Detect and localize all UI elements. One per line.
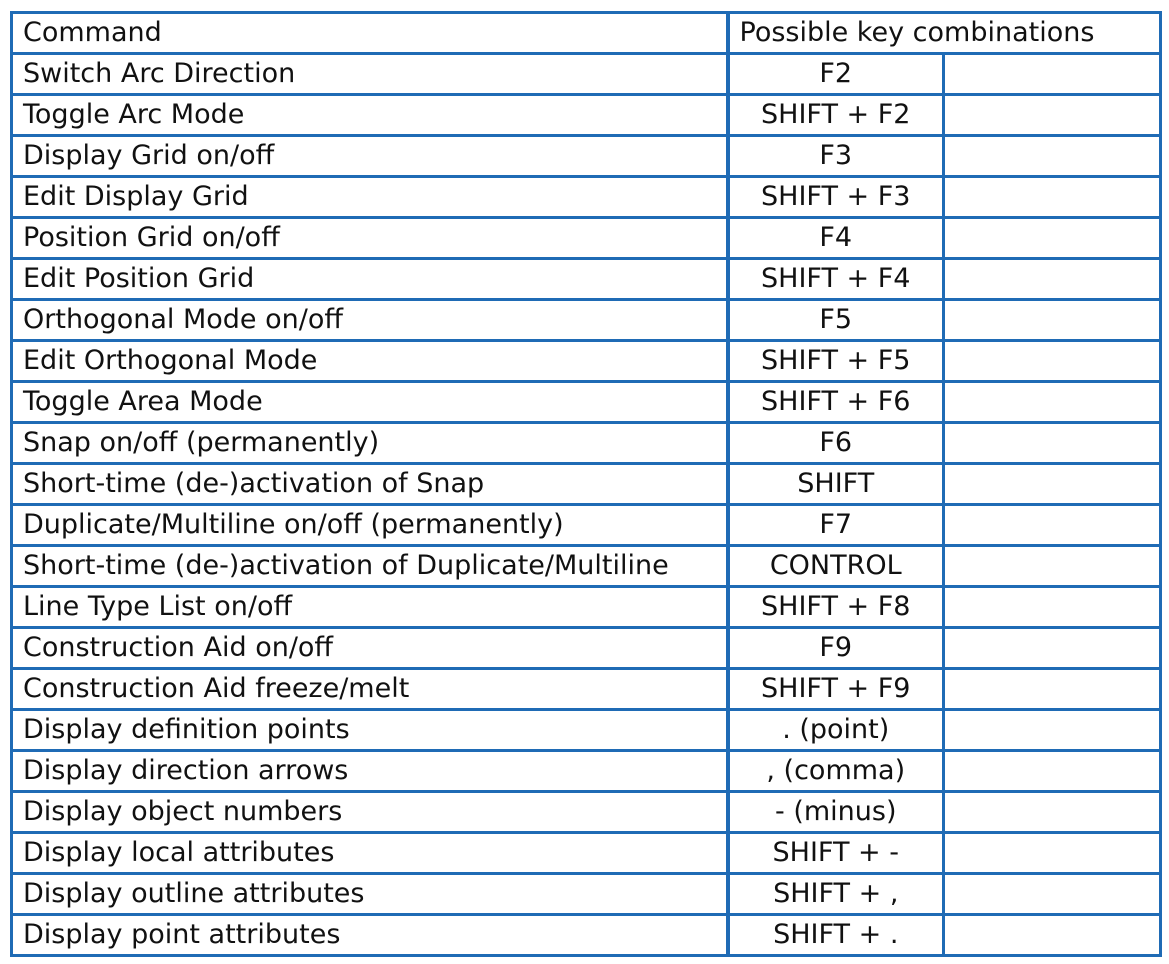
empty-cell — [944, 874, 1161, 915]
key-combination-cell: SHIFT + - — [728, 833, 944, 874]
command-cell: Toggle Arc Mode — [12, 95, 728, 136]
command-cell: Display outline attributes — [12, 874, 728, 915]
shortcut-table-container — [10, 11, 1159, 953]
command-cell: Short-time (de-)activation of Duplicate/Multiline — [12, 546, 728, 587]
key-combination-cell: SHIFT + . — [728, 915, 944, 956]
key-combination-cell: CONTROL — [728, 546, 944, 587]
command-cell: Position Grid on/off — [12, 218, 728, 259]
command-cell: Display object numbers — [12, 792, 728, 833]
empty-cell — [944, 587, 1161, 628]
key-combination-cell: SHIFT + F3 — [728, 177, 944, 218]
table-row — [12, 423, 1161, 464]
table-row — [12, 915, 1161, 956]
key-combination-cell: F3 — [728, 136, 944, 177]
command-cell: Display Grid on/off — [12, 136, 728, 177]
table-row — [12, 341, 1161, 382]
empty-cell — [944, 54, 1161, 95]
key-combination-cell: F4 — [728, 218, 944, 259]
table-row — [12, 136, 1161, 177]
table-header-row — [12, 13, 1161, 54]
table-row — [12, 382, 1161, 423]
key-combination-cell: SHIFT — [728, 464, 944, 505]
table-row — [12, 874, 1161, 915]
key-combination-cell: SHIFT + F8 — [728, 587, 944, 628]
table-row — [12, 300, 1161, 341]
table-row — [12, 259, 1161, 300]
command-cell: Display direction arrows — [12, 751, 728, 792]
empty-cell — [944, 136, 1161, 177]
empty-cell — [944, 95, 1161, 136]
key-combination-cell: SHIFT + F4 — [728, 259, 944, 300]
empty-cell — [944, 177, 1161, 218]
key-combination-cell: SHIFT + F9 — [728, 669, 944, 710]
table-row — [12, 669, 1161, 710]
table-row — [12, 587, 1161, 628]
key-combination-cell: - (minus) — [728, 792, 944, 833]
empty-cell — [944, 259, 1161, 300]
table-row — [12, 710, 1161, 751]
command-cell: Construction Aid on/off — [12, 628, 728, 669]
command-cell: Line Type List on/off — [12, 587, 728, 628]
key-combination-cell: F6 — [728, 423, 944, 464]
empty-cell — [944, 792, 1161, 833]
key-combination-cell: SHIFT + F2 — [728, 95, 944, 136]
table-row — [12, 95, 1161, 136]
empty-cell — [944, 300, 1161, 341]
empty-cell — [944, 546, 1161, 587]
empty-cell — [944, 464, 1161, 505]
table-body — [12, 54, 1161, 956]
command-cell: Snap on/off (permanently) — [12, 423, 728, 464]
key-combination-cell: SHIFT + F5 — [728, 341, 944, 382]
command-cell: Short-time (de-)activation of Snap — [12, 464, 728, 505]
table-row — [12, 751, 1161, 792]
table-row — [12, 792, 1161, 833]
table-row — [12, 505, 1161, 546]
table-row — [12, 546, 1161, 587]
key-combination-cell: . (point) — [728, 710, 944, 751]
empty-cell — [944, 423, 1161, 464]
command-cell: Display local attributes — [12, 833, 728, 874]
command-cell: Switch Arc Direction — [12, 54, 728, 95]
key-combination-cell: F7 — [728, 505, 944, 546]
command-cell: Edit Orthogonal Mode — [12, 341, 728, 382]
key-combination-cell: SHIFT + F6 — [728, 382, 944, 423]
table-row — [12, 464, 1161, 505]
table-row — [12, 628, 1161, 669]
key-combination-cell: F9 — [728, 628, 944, 669]
command-cell: Construction Aid freeze/melt — [12, 669, 728, 710]
command-cell: Edit Display Grid — [12, 177, 728, 218]
table-row — [12, 177, 1161, 218]
key-combination-cell: F5 — [728, 300, 944, 341]
empty-cell — [944, 341, 1161, 382]
key-combination-cell: , (comma) — [728, 751, 944, 792]
empty-cell — [944, 628, 1161, 669]
command-cell: Orthogonal Mode on/off — [12, 300, 728, 341]
table-row — [12, 218, 1161, 259]
command-cell: Edit Position Grid — [12, 259, 728, 300]
key-combination-cell: F2 — [728, 54, 944, 95]
table-row — [12, 833, 1161, 874]
empty-cell — [944, 710, 1161, 751]
shortcut-table — [10, 11, 1162, 957]
column-header-key-combinations: Possible key combinations — [728, 13, 1161, 54]
empty-cell — [944, 505, 1161, 546]
table-row — [12, 54, 1161, 95]
command-cell: Toggle Area Mode — [12, 382, 728, 423]
command-cell: Duplicate/Multiline on/off (permanently) — [12, 505, 728, 546]
empty-cell — [944, 833, 1161, 874]
empty-cell — [944, 218, 1161, 259]
empty-cell — [944, 669, 1161, 710]
command-cell: Display definition points — [12, 710, 728, 751]
key-combination-cell: SHIFT + , — [728, 874, 944, 915]
column-header-command: Command — [12, 13, 728, 54]
empty-cell — [944, 751, 1161, 792]
empty-cell — [944, 382, 1161, 423]
empty-cell — [944, 915, 1161, 956]
command-cell: Display point attributes — [12, 915, 728, 956]
